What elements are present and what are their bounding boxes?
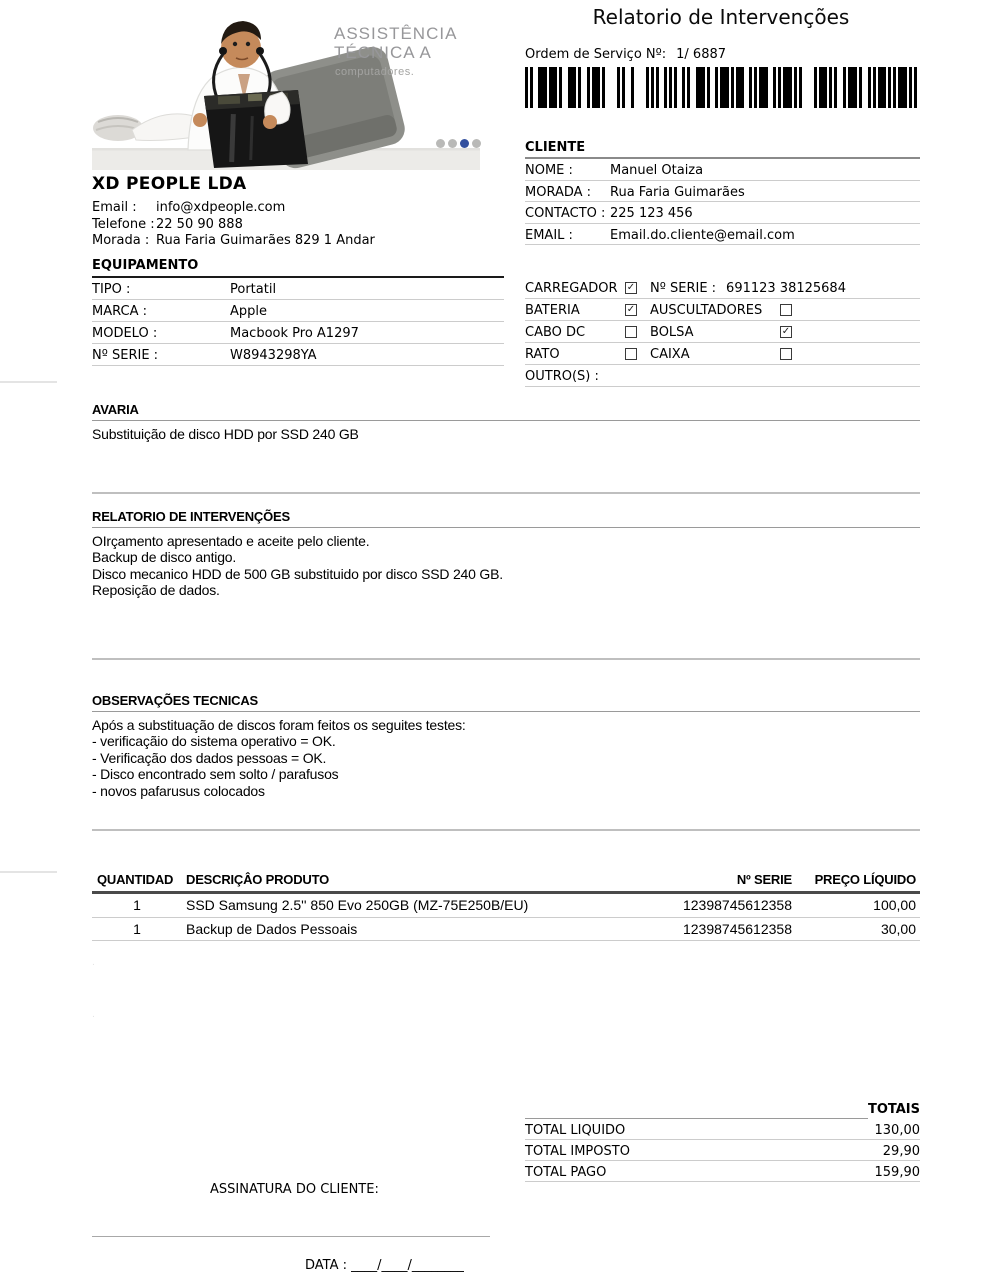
- auscultadores-label: AUSCULTADORES: [650, 303, 763, 318]
- barcode-bar: [819, 67, 827, 108]
- accessory-row-rato: [525, 343, 920, 365]
- report-section: [92, 509, 920, 599]
- client-contacto-label: CONTACTO :: [525, 206, 606, 221]
- totals-title: TOTAIS: [867, 1102, 920, 1117]
- observation-line: - Verificação dos dados pessoas = OK.: [92, 749, 327, 766]
- accessory-row-cabodc: [525, 321, 920, 343]
- row-serial: 12398745612358: [682, 920, 792, 937]
- equipment-tipo-value: Portatil: [230, 282, 277, 297]
- total-pago-label: TOTAL PAGO: [525, 1165, 607, 1180]
- header-description: DESCRIÇÂO PRODUTO: [186, 872, 329, 887]
- barcode-space: [917, 67, 920, 108]
- totals-row-imposto: [525, 1140, 920, 1161]
- client-row-email: [525, 224, 920, 246]
- observation-line: - Disco encontrado sem solto / parafusos: [92, 766, 339, 783]
- company-telefone-label: Telefone :: [92, 216, 155, 232]
- report-line: OIrçamento apresentado e aceite pelo cliente.: [92, 533, 370, 549]
- observation-line: Após a substituação de discos foram feitos os seguites testes:: [92, 717, 466, 733]
- row-description: Backup de Dados Pessoais: [186, 920, 358, 937]
- caixa-checkbox: [780, 348, 792, 360]
- accessory-serie-label: Nº SERIE :: [650, 281, 717, 296]
- avaria-section-title: AVARIA: [92, 402, 920, 421]
- equipment-marca-label: MARCA :: [92, 304, 147, 319]
- equipment-section-title: EQUIPAMENTO: [92, 258, 504, 278]
- accessory-row-bateria: [525, 299, 920, 321]
- carregador-checkbox: ✓: [626, 282, 636, 293]
- avaria-section: [92, 402, 920, 442]
- equipment-row-tipo: [92, 278, 504, 300]
- order-number-value: 1/ 6887: [676, 47, 727, 62]
- stray-mark: .: [92, 1010, 95, 1020]
- client-email-label: EMAIL :: [525, 227, 573, 243]
- section-divider: [92, 658, 920, 660]
- client-row-nome: [525, 159, 920, 181]
- fold-mark-bottom: [0, 871, 57, 873]
- barcode-bar: [568, 67, 576, 108]
- barcode-bar: [538, 67, 547, 108]
- accessory-serie: [650, 281, 846, 296]
- equipment-marca-value: Apple: [230, 304, 268, 319]
- company-section: [92, 174, 502, 250]
- row-description: SSD Samsung 2.5'' 850 Evo 250GB (MZ-75E250B/EU): [186, 897, 529, 913]
- fold-mark-top: [0, 381, 57, 383]
- company-name: XD PEOPLE LDA: [92, 174, 247, 194]
- carousel-dots: [436, 139, 481, 148]
- client-row-contacto: [525, 202, 920, 224]
- company-email-label: Email :: [92, 200, 137, 215]
- table-row: [92, 918, 920, 942]
- row-price: 30,00: [880, 920, 916, 937]
- client-morada-value: Rua Faria Guimarães: [610, 184, 745, 200]
- barcode-space: [802, 67, 814, 108]
- equipment-row-serie: [92, 344, 504, 366]
- equipment-row-modelo: [92, 322, 504, 344]
- carousel-dot: [436, 139, 445, 148]
- client-contacto-value: 225 123 456: [610, 206, 693, 221]
- company-row-email: [92, 200, 502, 217]
- equipment-modelo-label: MODELO :: [92, 326, 158, 341]
- equipment-row-marca: [92, 300, 504, 322]
- carregador-label: CARREGADOR: [525, 281, 618, 296]
- section-divider: [92, 492, 920, 494]
- stray-mark: .: [92, 958, 95, 968]
- client-nome-label: NOME :: [525, 163, 573, 178]
- barcode-bar: [878, 67, 886, 108]
- totals-header-line: [525, 1118, 868, 1119]
- avaria-text: Substituição de disco HDD por SSD 240 GB: [92, 426, 359, 442]
- client-row-morada: [525, 181, 920, 203]
- outros-label: OUTRO(S) :: [525, 369, 599, 384]
- barcode-bar: [848, 67, 857, 108]
- client-section: [525, 140, 920, 245]
- header-quantity: QUANTIDAD: [97, 872, 174, 887]
- auscultadores-checkbox: [780, 304, 792, 316]
- totals-header: [525, 1102, 920, 1119]
- barcode-space: [605, 67, 617, 108]
- products-table-header: [92, 872, 920, 894]
- totals-row-pago: [525, 1161, 920, 1182]
- report-line: Reposição de dados.: [92, 582, 220, 599]
- total-liquido-label: TOTAL LIQUIDO: [525, 1123, 626, 1138]
- barcode-bar: [736, 67, 744, 108]
- company-morada-label: Morada :: [92, 233, 150, 248]
- caixa-label: CAIXA: [650, 347, 690, 362]
- header-serial: Nº SERIE: [736, 872, 792, 887]
- total-pago-value: 159,90: [874, 1165, 920, 1180]
- order-number-label: Ordem de Serviço Nº:: [525, 47, 667, 62]
- section-divider: [92, 829, 920, 831]
- client-nome-value: Manuel Otaiza: [610, 163, 704, 178]
- client-email-value: Email.do.cliente@email.com: [610, 227, 795, 243]
- observations-section: [92, 693, 920, 799]
- company-row-telefone: [92, 217, 502, 234]
- logo-banner: [92, 8, 480, 170]
- rato-checkbox: [625, 348, 637, 360]
- cabo-dc-label: CABO DC: [525, 325, 586, 340]
- bateria-checkbox: ✓: [626, 304, 636, 315]
- row-quantity: 1: [133, 897, 141, 913]
- barcode-bar: [592, 67, 600, 108]
- header-price: PREÇO LÍQUIDO: [814, 872, 916, 887]
- signature-label: ASSINATURA DO CLIENTE:: [210, 1182, 379, 1197]
- observations-section-title: OBSERVAÇÕES TECNICAS: [92, 693, 920, 712]
- barcode-bar: [720, 67, 729, 108]
- equipment-section: [92, 258, 504, 366]
- bolsa-label: BOLSA: [650, 325, 694, 340]
- logo-tagline-line2: TÉCNICA A: [334, 43, 432, 62]
- company-row-morada: [92, 233, 502, 250]
- date-label: DATA : ____/____/________: [305, 1258, 464, 1273]
- signature-line: [92, 1236, 490, 1237]
- barcode-bar: [549, 67, 557, 108]
- accessory-row-carregador: [525, 277, 920, 299]
- logo-tagline-line1: ASSISTÊNCIA: [334, 24, 458, 43]
- row-serial: 12398745612358: [682, 897, 792, 913]
- barcode-space: [634, 67, 646, 108]
- observation-line: - novos pafarusus colocados: [92, 782, 265, 799]
- carousel-dot: [448, 139, 457, 148]
- equipment-serie-label: Nº SERIE :: [92, 348, 159, 363]
- company-morada-value: Rua Faria Guimarães 829 1 Andar: [156, 233, 375, 248]
- equipment-tipo-label: TIPO :: [92, 282, 131, 297]
- total-imposto-label: TOTAL IMPOSTO: [525, 1144, 630, 1159]
- total-imposto-value: 29,90: [882, 1144, 920, 1159]
- bateria-label: BATERIA: [525, 303, 580, 318]
- barcode-bar: [783, 67, 792, 108]
- cabo-dc-checkbox: [625, 326, 637, 338]
- accessory-row-outros: [525, 365, 920, 387]
- barcode-bar: [898, 67, 907, 108]
- row-price: 100,00: [873, 897, 916, 913]
- order-barcode: [525, 67, 921, 108]
- products-table: [92, 872, 920, 941]
- report-line: Disco mecanico HDD de 500 GB substituido por disco SSD 240 GB.: [92, 565, 503, 582]
- row-quantity: 1: [133, 920, 141, 937]
- totals-section: [525, 1102, 920, 1182]
- accessories-section: [525, 277, 920, 387]
- bolsa-checkbox: ✓: [781, 326, 791, 337]
- report-section-title: RELATORIO DE INTERVENÇÕES: [92, 509, 920, 528]
- observation-line: - verificaçãio do sistema operativo = OK.: [92, 733, 336, 750]
- logo-tagline-line3: computadores.: [335, 66, 415, 78]
- client-morada-label: MORADA :: [525, 184, 592, 200]
- company-email-value: info@xdpeople.com: [156, 200, 286, 215]
- order-number-line: [525, 47, 726, 62]
- table-row: [92, 894, 920, 918]
- barcode-bar: [696, 67, 705, 108]
- barcode-bar: [759, 67, 768, 108]
- equipment-serie-value: W8943298YA: [230, 348, 317, 363]
- report-line: Backup de disco antigo.: [92, 549, 237, 566]
- carousel-dot: [472, 139, 481, 148]
- rato-label: RATO: [525, 347, 560, 362]
- client-section-title: CLIENTE: [525, 140, 920, 159]
- totals-row-liquido: [525, 1119, 920, 1140]
- company-telefone-value: 22 50 90 888: [156, 216, 243, 232]
- total-liquido-value: 130,00: [874, 1123, 920, 1138]
- accessory-serie-value: 691123 38125684: [726, 281, 846, 296]
- equipment-modelo-value: Macbook Pro A1297: [230, 326, 359, 341]
- carousel-dot: [460, 139, 469, 148]
- page-title: Relatorio de Intervenções: [592, 5, 850, 29]
